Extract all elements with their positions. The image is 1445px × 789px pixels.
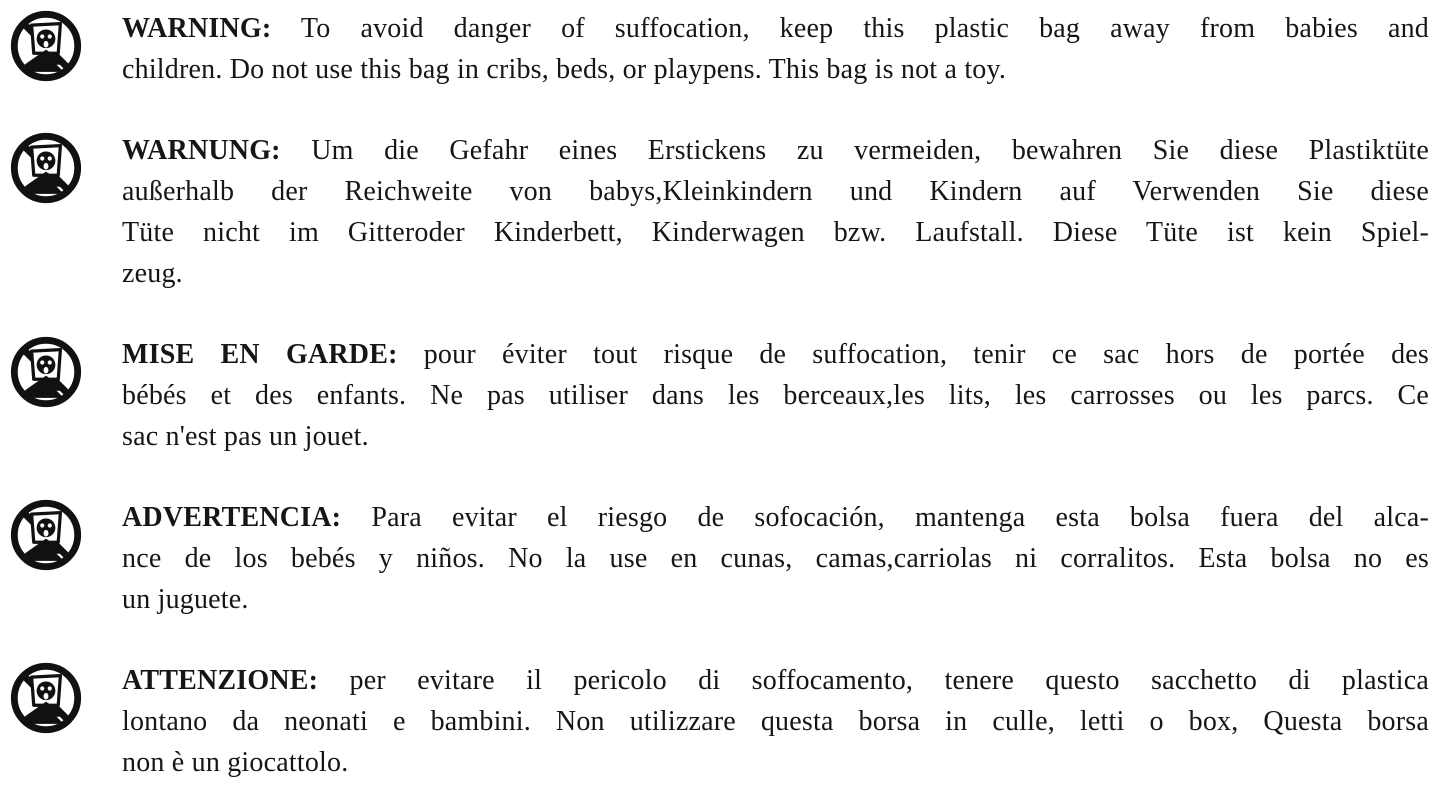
warning-heading: WARNUNG: — [122, 135, 281, 166]
warning-text-english — [122, 8, 1429, 90]
warning-line: sac n'est pas un jouet. — [122, 421, 369, 452]
warning-heading: WARNING: — [122, 13, 272, 44]
warning-line: WARNING: To avoid danger of suffocation, keep this plastic bag away from babies and — [122, 13, 1430, 44]
warning-line: zeug. — [122, 258, 183, 289]
warning-heading: ATTENZIONE: — [122, 665, 319, 696]
warning-section-spanish — [6, 497, 1429, 620]
baby-suffocation-prohibition-icon — [10, 132, 82, 204]
icon-column — [6, 8, 122, 82]
warning-line: außerhalb der Reichweite von babys,Kleinkindern und Kindern auf Verwenden Sie diese — [122, 176, 1429, 207]
warning-section-english — [6, 8, 1429, 90]
baby-suffocation-prohibition-icon — [10, 499, 82, 571]
warning-section-german — [6, 130, 1429, 294]
icon-column — [6, 130, 122, 204]
warning-text-italian — [122, 660, 1429, 783]
icon-column — [6, 660, 122, 734]
warning-line: Tüte nicht im Gitteroder Kinderbett, Kinderwagen bzw. Laufstall. Diese Tüte ist kein Spiel- — [122, 217, 1429, 248]
warning-text-french — [122, 334, 1429, 457]
warning-heading: ADVERTENCIA: — [122, 502, 342, 533]
warning-line: WARNUNG: Um die Gefahr eines Erstickens zu vermeiden, bewahren Sie diese Plastiktüte — [122, 135, 1429, 166]
warning-line: children. Do not use this bag in cribs, beds, or playpens. This bag is not a toy. — [122, 54, 1007, 85]
warning-line: un juguete. — [122, 584, 249, 615]
warning-line: lontano da neonati e bambini. Non utilizzare questa borsa in culle, letti o box, Questa borsa — [122, 706, 1429, 737]
baby-suffocation-prohibition-icon — [10, 336, 82, 408]
warning-line: ATTENZIONE: per evitare il pericolo di soffocamento, tenere questo sacchetto di plastica — [122, 665, 1430, 696]
warning-line: bébés et des enfants. Ne pas utiliser dans les berceaux,les lits, les carrosses ou les parcs. Ce — [122, 380, 1429, 411]
warning-text-german — [122, 130, 1429, 294]
warning-section-french — [6, 334, 1429, 457]
warning-line: MISE EN GARDE: pour éviter tout risque de suffocation, tenir ce sac hors de portée des — [122, 339, 1429, 370]
icon-column — [6, 497, 122, 571]
warning-heading: MISE EN GARDE: — [122, 339, 398, 370]
baby-suffocation-prohibition-icon — [10, 662, 82, 734]
warning-line: ADVERTENCIA: Para evitar el riesgo de sofocación, mantenga esta bolsa fuera del alca- — [122, 502, 1430, 533]
icon-column — [6, 334, 122, 408]
warning-text-spanish — [122, 497, 1429, 620]
warning-section-italian — [6, 660, 1429, 783]
warning-line: nce de los bebés y niños. No la use en cunas, camas,carriolas ni corralitos. Esta bolsa no es — [122, 543, 1429, 574]
baby-suffocation-prohibition-icon — [10, 10, 82, 82]
warning-line: non è un giocattolo. — [122, 747, 349, 778]
